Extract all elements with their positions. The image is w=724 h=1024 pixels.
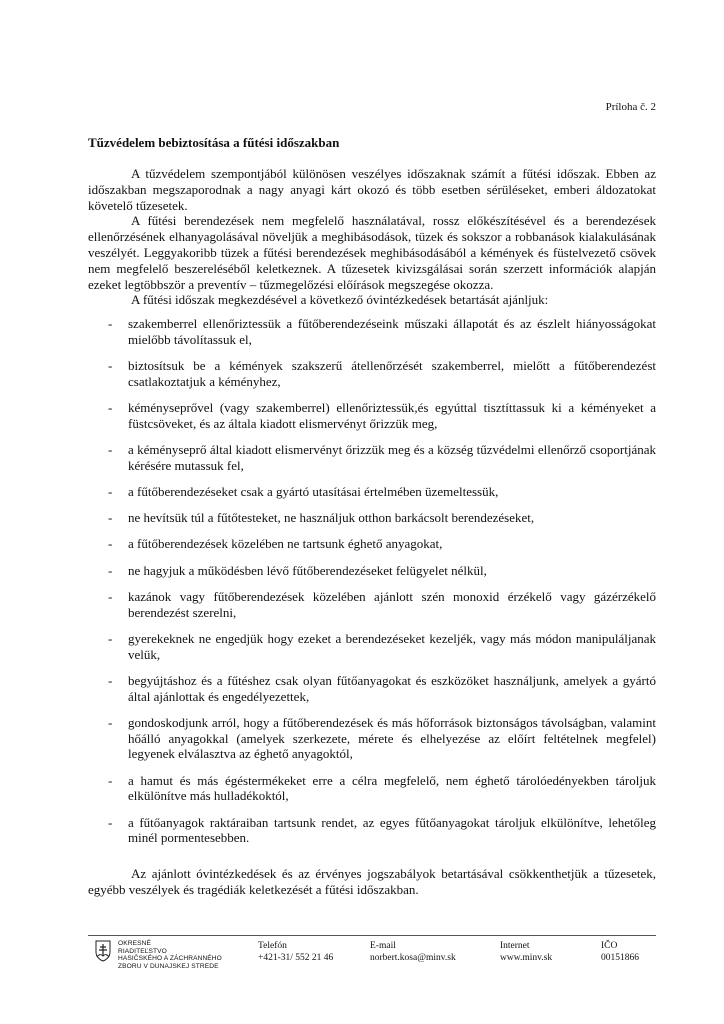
measures-lead-in: A fűtési időszak megkezdésével a következő óvintézkedések betartását ajánljuk:	[131, 292, 549, 308]
list-item	[88, 673, 656, 705]
list-item	[88, 715, 656, 762]
bullet-dash: -	[108, 442, 113, 458]
bullet-dash: -	[108, 400, 113, 416]
list-item-text: gondoskodjunk arról, hogy a fűtőberendezések és más hőforrások biztonságos távolságban, valamint hőálló anyagokkal (amelyek szerkezete, mérete és elhelyezése az előírt feltételnek megfelel) legyenek elválasztva az éghető anyagoktól,	[128, 714, 656, 762]
phone-label: Telefón	[258, 941, 287, 951]
list-item-text: a kéményseprő által kiadott elismervényt őrizzük meg és a község tűzvédelmi ellenőrző csoportjának kérésére mutassuk fel,	[128, 442, 656, 473]
list-item	[88, 316, 656, 348]
bullet-dash: -	[108, 536, 113, 552]
footer-email	[370, 940, 456, 964]
slovak-coat-of-arms-icon	[95, 940, 111, 962]
bullet-dash: -	[108, 562, 113, 578]
bullet-dash: -	[108, 772, 113, 788]
list-item	[88, 773, 656, 805]
list-item-text: ne hagyjuk a működésben lévő fűtőberendezéseket felügyelet nélkül,	[128, 562, 487, 578]
internet-value: www.minv.sk	[500, 953, 553, 963]
org-line: ZBORU V DUNAJSKEJ STREDE	[118, 962, 219, 970]
list-item-text: gyerekeknek ne engedjük hogy ezeket a berendezéseket kezeljék, vagy más módon manipuláljanak velük,	[128, 630, 656, 662]
bullet-dash: -	[108, 510, 113, 526]
bullet-dash: -	[108, 358, 113, 374]
list-item	[88, 510, 656, 526]
bullet-dash: -	[108, 814, 113, 830]
list-item-text: a hamut és más égéstermékeket erre a célra megfelelő, nem éghető tárolóedényekben tároljuk elkülönítve más hulladékoktól,	[128, 772, 656, 804]
list-item-text: a fűtőberendezéseket csak a gyártó utasításai értelmében üzemeltessük,	[128, 484, 499, 500]
ico-label: IČO	[601, 941, 618, 951]
organization-name	[118, 940, 222, 970]
email-value: norbert.kosa@minv.sk	[370, 953, 456, 963]
org-line: OKRESNÉ	[118, 940, 151, 947]
measures-list	[88, 316, 656, 846]
bullet-dash: -	[108, 672, 113, 688]
document-title: Tűzvédelem bebiztosítása a fűtési időszakban	[88, 135, 340, 150]
footer-divider	[88, 935, 656, 936]
list-item	[88, 631, 656, 663]
list-item-text: begyújtáshoz és a fűtéshez csak olyan fűtőanyagokat és eszközöket használjunk, amelyek a gyártó által ajánlottak és engedélyezettek,	[128, 672, 656, 704]
bullet-dash: -	[108, 588, 113, 604]
org-line: RIADITEĽSTVO	[118, 947, 167, 955]
bullet-dash: -	[108, 630, 113, 646]
list-item-text: kéményseprővel (vagy szakemberrel) ellenőriztessük,és egyúttal tisztíttassuk ki a kéményeket a füstcsöveket, és az általa kiadott elismervényt őrizzük meg,	[128, 400, 656, 431]
bullet-dash: -	[108, 316, 113, 332]
list-item	[88, 442, 656, 474]
phone-value: +421-31/ 552 21 46	[258, 953, 334, 963]
list-item-text: ne hevítsük túl a fűtőtesteket, ne használjuk otthon barkácsolt berendezéseket,	[128, 510, 535, 526]
list-item	[88, 484, 656, 500]
list-item-text: kazánok vagy fűtőberendezések közelében ajánlott szén monoxid érzékelő vagy gázérzékelő berendezést szerelni,	[128, 588, 656, 620]
ico-value: 00151866	[601, 953, 639, 963]
footer-phone	[258, 940, 333, 964]
footer-internet	[500, 940, 552, 964]
list-item	[88, 589, 656, 621]
list-item	[88, 358, 656, 390]
footer-ico	[601, 940, 639, 964]
bullet-dash: -	[108, 714, 113, 730]
list-item	[88, 563, 656, 579]
email-label: E-mail	[370, 941, 396, 951]
bullet-dash: -	[108, 484, 113, 500]
causes-paragraph: A fűtési berendezések nem megfelelő használatával, rossz előkészítésével és a berendezések ellenőrzésének elhanyagolásával növeljük a meghibásodások, tüzek és sokszor a robbanások kialakulásának veszélyét. Leggyakoribb tüzek a fűtési berendezések meghibásodásából a kémények és füstelvezető csövek nem megfelelő beszereléséből keletkeznek. A tűzesetek kivizsgálásai során szerzett információk alapján ezeket legtöbbször a preventív – tűzmegelőzési előírások megszegése okozza.	[88, 213, 656, 292]
org-line: HASIČSKÉHO A ZÁCHRANNÉHO	[118, 955, 222, 963]
list-item	[88, 400, 656, 432]
list-item-text: a fűtőberendezések közelében ne tartsunk éghető anyagokat,	[128, 536, 443, 552]
document-body	[88, 166, 656, 898]
internet-label: Internet	[500, 941, 530, 951]
closing-paragraph: Az ajánlott óvintézkedések és az érvényes jogszabályok betartásával csökkenthetjük a tűzesetek, egyébb veszélyek és tragédiák keletkezését a fűtési időszakban.	[88, 866, 656, 897]
list-item	[88, 536, 656, 552]
annex-label: Príloha č. 2	[605, 101, 656, 113]
list-item-text: biztosítsuk be a kémények szakszerű átellenőrzését szakemberrel, mielőtt a fűtőberendezést csatlakoztatjuk a kéményhez,	[128, 358, 656, 389]
intro-paragraph: A tűzvédelem szempontjából különösen veszélyes időszaknak számít a fűtési időszak. Ebben az időszakban megszaporodnak a nagy anyagi kárt okozó és több esetben sérüléseket, emberi áldozatokat követelő tűzesetek.	[88, 166, 656, 213]
list-item	[88, 815, 656, 847]
list-item-text: szakemberrel ellenőriztessük a fűtőberendezéseink műszaki állapotát és az észlelt hiányosságokat mielőbb távolítassuk el,	[128, 316, 656, 347]
list-item-text: a fűtőanyagok raktáraiban tartsunk rendet, az egyes fűtőanyagokat tároljuk elkülönítve, lehetőleg minél pormentesebben.	[128, 814, 656, 846]
